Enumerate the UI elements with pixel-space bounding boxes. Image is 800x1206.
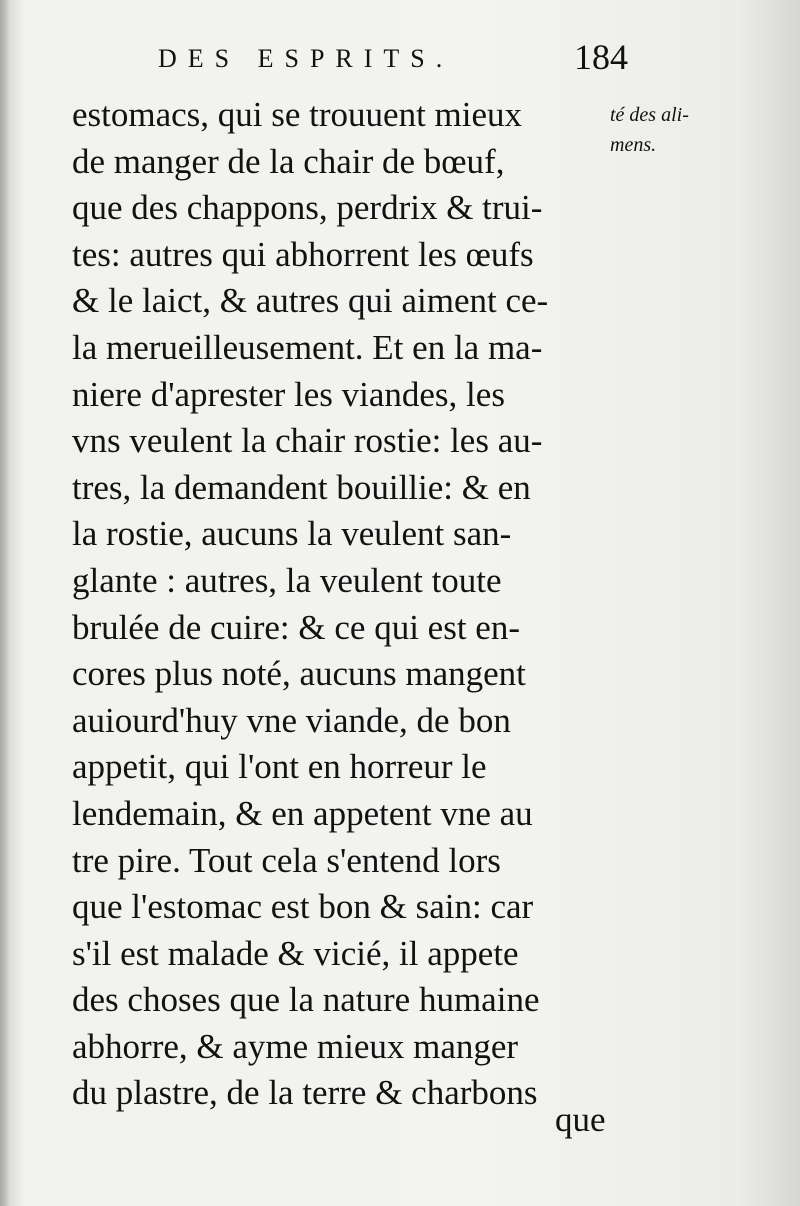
page-header bbox=[0, 37, 800, 90]
text-line: tes: autres qui abhorrent les œufs bbox=[72, 234, 534, 274]
body-text bbox=[72, 92, 617, 1117]
text-line: appetit, qui l'ont en horreur le bbox=[72, 747, 487, 787]
text-line: lendemain, & en appetent vne au bbox=[72, 793, 533, 833]
text-line: cores plus noté, aucuns mangent bbox=[72, 654, 526, 694]
marginal-note-line: té des ali- bbox=[610, 104, 689, 126]
text-line: abhorre, & ayme mieux manger bbox=[72, 1026, 519, 1066]
catchword: que bbox=[555, 1100, 606, 1139]
text-line: auiourd'huy vne viande, de bon bbox=[72, 700, 511, 740]
text-line: que des chappons, perdrix & trui- bbox=[72, 188, 543, 228]
text-line: tre pire. Tout cela s'entend lors bbox=[72, 840, 501, 880]
text-line: & le laict, & autres qui aiment ce- bbox=[72, 281, 549, 321]
text-line: que l'estomac est bon & sain: car bbox=[72, 887, 534, 927]
page-edge-shadow bbox=[0, 0, 10, 1206]
text-line: des choses que la nature humaine bbox=[72, 980, 540, 1020]
text-line: tres, la demandent bouillie: & en bbox=[72, 467, 531, 507]
text-line: de manger de la chair de bœuf, bbox=[72, 141, 505, 181]
text-line: du plastre, de la terre & charbons bbox=[72, 1073, 538, 1113]
text-line: brulée de cuire: & ce qui est en- bbox=[72, 607, 520, 647]
running-head: DES ESPRITS. bbox=[158, 44, 454, 73]
page-number: 184 bbox=[574, 37, 628, 77]
marginal-note bbox=[610, 100, 760, 160]
text-line: s'il est malade & vicié, il appete bbox=[72, 933, 519, 973]
text-line: la merueilleusement. Et en la ma- bbox=[72, 327, 543, 367]
text-line: estomacs, qui se trouuent mieux bbox=[72, 95, 523, 134]
text-line: glante : autres, la veulent toute bbox=[72, 560, 502, 600]
marginal-note-line: mens. bbox=[610, 134, 657, 156]
text-line: vns veulent la chair rostie: les au- bbox=[72, 421, 543, 461]
text-line: la rostie, aucuns la veulent san- bbox=[72, 514, 512, 554]
text-line: niere d'aprester les viandes, les bbox=[72, 374, 505, 414]
